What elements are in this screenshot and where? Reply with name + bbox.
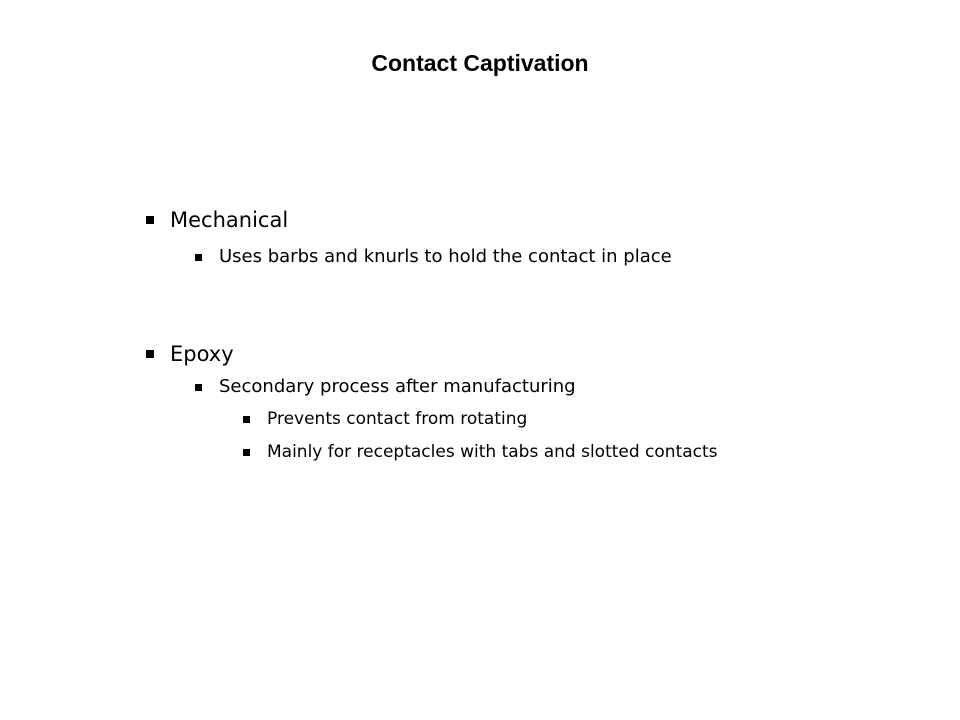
sub-sub-bullet-rotating-label: Prevents contact from rotating xyxy=(267,409,528,429)
sub-bullet-barbs-knurls-label: Uses barbs and knurls to hold the contact in place xyxy=(219,246,672,267)
sub-sub-bullet-receptacles-label: Mainly for receptacles with tabs and slotted contacts xyxy=(267,442,718,462)
square-bullet-icon xyxy=(146,216,154,224)
bullet-mechanical xyxy=(146,206,288,234)
slide-title: Contact Captivation xyxy=(371,50,589,76)
sub-bullet-barbs-knurls xyxy=(195,245,672,269)
bullet-epoxy xyxy=(146,340,234,368)
sub-sub-bullet-rotating xyxy=(243,408,527,430)
sub-bullet-secondary-process xyxy=(195,375,576,399)
sub-bullet-secondary-process-label: Secondary process after manufacturing xyxy=(219,376,576,397)
square-bullet-icon xyxy=(195,384,202,391)
square-bullet-icon xyxy=(243,416,250,423)
square-bullet-icon xyxy=(243,449,250,456)
bullet-mechanical-label: Mechanical xyxy=(170,208,289,232)
square-bullet-icon xyxy=(146,350,154,358)
square-bullet-icon xyxy=(195,254,202,261)
sub-sub-bullet-receptacles xyxy=(243,441,718,463)
bullet-epoxy-label: Epoxy xyxy=(170,342,234,366)
